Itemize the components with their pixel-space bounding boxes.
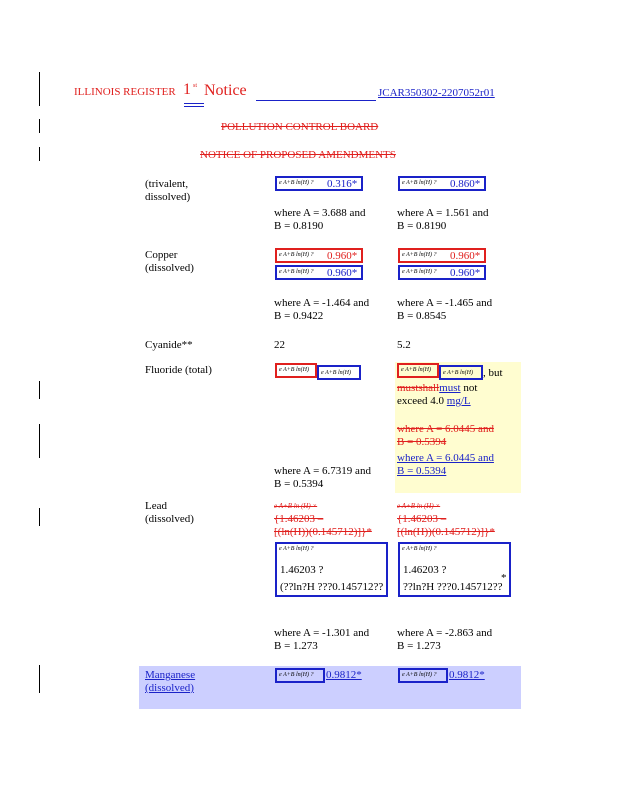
chronic-factor: 0.960*: [450, 267, 481, 279]
chronic-formula-box: [398, 176, 486, 191]
notice-type: NOTICE OF PROPOSED AMENDMENTS: [200, 149, 396, 161]
formula-exponent: e A+B ln(H) ?: [279, 252, 314, 258]
chronic-limit-text: mustshallmust not exceed 4.0 mg/L: [397, 382, 478, 407]
acute-factor: 0.9812*: [326, 669, 362, 681]
formula-line: (??ln?H ???0.145712??: [280, 581, 384, 593]
chronic-where: where A = -2.863 and B = 1.273: [397, 627, 493, 652]
acute-formula-box-inserted: [275, 668, 325, 683]
change-bar: [39, 665, 40, 693]
formula-exponent: e A+B ln(H): [321, 370, 351, 376]
acute-where: where A = 6.7319 and B = 0.5394: [274, 465, 371, 490]
acute-factor: 0.960*: [327, 250, 358, 262]
chronic-where-inserted: where A = 6.0445 and B = 0.5394: [397, 452, 494, 477]
notice-label: Notice: [204, 82, 247, 99]
acute-formula-box-inserted: [275, 542, 388, 597]
document-id: JCAR350302-2207052r01: [378, 87, 495, 99]
substance-label: Cyanide**: [145, 339, 193, 351]
substance-label: Manganese (dissolved): [145, 669, 196, 694]
deleted-text: mustshall: [397, 382, 440, 394]
acute-value: 22: [274, 339, 285, 351]
chronic-formula-box-inserted: [398, 542, 511, 597]
formula-exponent: e A+B ln(H): [443, 370, 473, 376]
chronic-formula-box-inserted: [439, 365, 483, 380]
header-double-rule: [184, 103, 204, 104]
acute-where: where A = 3.688 and B = 0.8190: [274, 207, 366, 232]
header-double-rule: [184, 106, 204, 107]
chronic-formula-deleted: e A+B ln (H) × {1.46203 – [(ln(H))(0.145712)]}*: [397, 502, 495, 538]
formula-exponent: e A+B ln(H) ?: [279, 546, 314, 552]
chronic-value: 5.2: [397, 339, 411, 351]
change-bar: [39, 72, 40, 106]
formula-line: 1.46203 ?: [280, 564, 324, 576]
chronic-formula-box-inserted: [398, 265, 486, 280]
formula-exponent: e A+B ln(H) ?: [402, 252, 437, 258]
chronic-formula-box-deleted: [398, 248, 486, 263]
substance-label: (trivalent, dissolved): [145, 178, 191, 203]
acute-formula-deleted: e A+B ln (H) × {1.46203 – [(ln(H))(0.145712)]}*: [274, 502, 372, 538]
page-number-suffix: st: [193, 83, 198, 89]
change-bar: [39, 508, 40, 526]
inserted-text: must: [439, 382, 461, 394]
formula-exponent: e A+B ln(H) ?: [279, 269, 314, 275]
chronic-formula-box-inserted: [398, 668, 448, 683]
but-text: , but: [483, 367, 503, 379]
chronic-where: where A = 1.561 and B = 0.8190: [397, 207, 489, 232]
change-bar: [39, 119, 40, 133]
formula-exponent: e A+B ln(H): [401, 367, 431, 373]
formula-exponent: e A+B ln(H) ?: [279, 672, 314, 678]
acute-formula-box: [275, 176, 363, 191]
acute-where: where A = -1.464 and B = 0.9422: [274, 297, 370, 322]
substance-label: Fluoride (total): [145, 364, 212, 376]
board-name: POLLUTION CONTROL BOARD: [221, 121, 379, 133]
acute-where: where A = -1.301 and B = 1.273: [274, 627, 370, 652]
change-bar: [39, 381, 40, 399]
chronic-factor: 0.9812*: [449, 669, 485, 681]
substance-label: Copper (dissolved): [145, 249, 194, 274]
formula-exponent: e A+B ln(H) ?: [279, 180, 314, 186]
formula-line: ??ln?H ???0.145712??: [403, 581, 503, 593]
substance-label: Lead (dissolved): [145, 500, 194, 525]
chronic-where: where A = -1.465 and B = 0.8545: [397, 297, 493, 322]
acute-factor: 0.960*: [327, 267, 358, 279]
formula-exponent: e A+B ln(H) ?: [402, 180, 437, 186]
chronic-factor: 0.860*: [450, 178, 481, 190]
formula-exponent: e A+B ln(H) ?: [402, 546, 437, 552]
header-rule: [256, 100, 376, 101]
chronic-where-deleted: where A = 6.0445 and B = 0.5394: [397, 423, 494, 448]
acute-factor: 0.316*: [327, 178, 358, 190]
change-bar: [39, 424, 40, 458]
register-title: ILLINOIS REGISTER: [74, 86, 176, 98]
formula-exponent: e A+B ln(H) ?: [402, 672, 437, 678]
chronic-factor: 0.960*: [450, 250, 481, 262]
change-bar: [39, 147, 40, 161]
acute-formula-box-inserted: [317, 365, 361, 380]
chronic-formula-box-deleted: [397, 363, 439, 378]
unit-inserted: mg/L: [446, 395, 471, 407]
acute-formula-box-deleted: [275, 363, 317, 378]
formula-exponent: e A+B ln(H): [279, 367, 309, 373]
formula-exponent: e A+B ln(H) ?: [402, 269, 437, 275]
formula-line: 1.46203 ?: [403, 564, 447, 576]
formula-star: *: [501, 572, 507, 584]
acute-formula-box-inserted: [275, 265, 363, 280]
acute-formula-box-deleted: [275, 248, 363, 263]
page-number: 1: [183, 81, 191, 98]
